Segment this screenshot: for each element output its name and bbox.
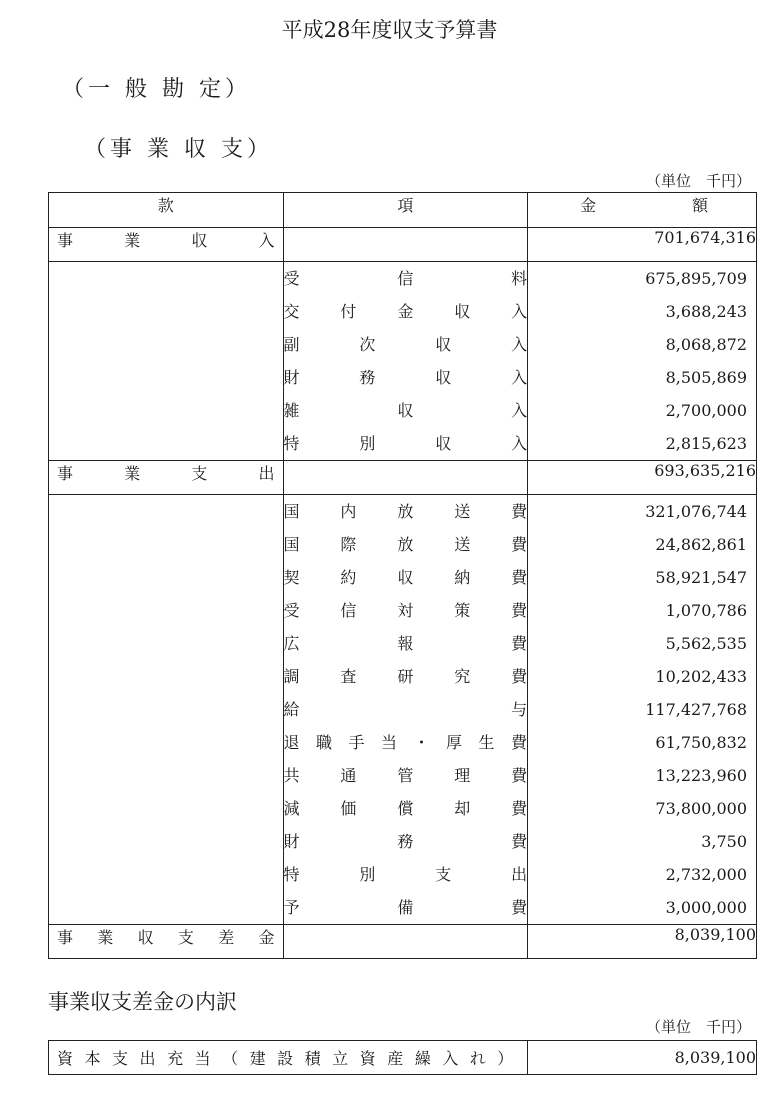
expense-item-name [284, 858, 528, 891]
label-char: 却 [454, 799, 471, 818]
expense-total-amount: 693,635,216 [528, 461, 757, 495]
balance-label [49, 925, 283, 948]
revenue-item-name [284, 295, 528, 328]
unit-label-breakdown: （単位 千円） [645, 1018, 751, 1036]
balance-amount: 8,039,100 [528, 925, 757, 959]
label-char: 通 [340, 766, 357, 785]
label-char: 契 [283, 568, 300, 587]
breakdown-amount: 8,039,100 [528, 1041, 757, 1075]
breakdown-table [48, 1040, 757, 1075]
revenue-label [49, 228, 283, 251]
label-char: ） [497, 1049, 514, 1068]
expense-item-amount: 2,732,000 [665, 865, 747, 884]
revenue-item-amount: 8,068,872 [665, 335, 747, 354]
expense-item-name [284, 792, 528, 825]
expense-item-name [284, 891, 528, 924]
expense-item-name [284, 495, 528, 528]
label-char: 収 [137, 928, 154, 947]
breakdown-label [49, 1046, 527, 1069]
label-char: 信 [397, 269, 414, 288]
expense-items-row [49, 495, 757, 925]
label-char: 理 [454, 766, 471, 785]
breakdown-title: 事業収支差金の内訳 [48, 990, 237, 1014]
expense-item-amount: 5,562,535 [665, 634, 747, 653]
label-char: 価 [340, 799, 357, 818]
label-char: 費 [511, 502, 528, 521]
label-char: 当 [381, 733, 398, 752]
label-char: （ [222, 1049, 239, 1068]
label-char: 財 [283, 368, 300, 387]
label-char: 業 [124, 464, 141, 483]
label-char: 別 [359, 434, 376, 453]
label-char: 究 [454, 667, 471, 686]
revenue-items-row [49, 262, 757, 461]
label-char: れ [469, 1049, 486, 1068]
header-amount [528, 193, 757, 228]
expense-item-name [284, 627, 528, 660]
section-general-account: （一 般 勘 定） [62, 77, 251, 102]
label-char: 減 [283, 799, 300, 818]
label-char: 費 [511, 733, 528, 752]
label-char: 入 [511, 335, 528, 354]
label-char: 業 [124, 231, 141, 250]
label-char: 繰 [414, 1049, 431, 1068]
label-char: 給 [283, 700, 300, 719]
label-char: 収 [191, 231, 208, 250]
label-char: 収 [397, 401, 414, 420]
label-char: 生 [478, 733, 495, 752]
label-char: 入 [511, 401, 528, 420]
label-char: 費 [511, 667, 528, 686]
label-char: 備 [397, 898, 414, 917]
label-char: 出 [511, 865, 528, 884]
label-char: 送 [454, 535, 471, 554]
label-char: 共 [283, 766, 300, 785]
expense-item-name [284, 528, 528, 561]
expense-item-amount: 24,862,861 [655, 535, 747, 554]
label-char: 受 [283, 601, 300, 620]
label-char: 支 [112, 1049, 129, 1068]
label-char: 費 [511, 832, 528, 851]
label-char: 交 [283, 302, 300, 321]
unit-label: （単位 千円） [645, 172, 751, 190]
label-char: 費 [511, 799, 528, 818]
expense-item-amount: 3,750 [701, 832, 747, 851]
label-char: 収 [454, 302, 471, 321]
budget-table [48, 192, 757, 959]
label-char: 産 [387, 1049, 404, 1068]
header-item: 項 [283, 193, 528, 228]
label-char: 費 [511, 634, 528, 653]
label-char: 際 [340, 535, 357, 554]
label-char: 広 [283, 634, 300, 653]
label-char: 支 [435, 865, 452, 884]
label-char: 放 [397, 502, 414, 521]
label-char: 特 [283, 865, 300, 884]
revenue-item-name [284, 394, 528, 427]
revenue-item-amount: 8,505,869 [665, 368, 747, 387]
header-category: 款 [49, 193, 284, 228]
label-char: 放 [397, 535, 414, 554]
expense-item-name [284, 594, 528, 627]
expense-total-row [49, 461, 757, 495]
revenue-total-row [49, 228, 757, 262]
label-char: 報 [397, 634, 414, 653]
section-business-balance: （事 業 収 支） [84, 137, 273, 162]
revenue-item-name [284, 361, 528, 394]
label-char: 支 [191, 464, 208, 483]
revenue-item-amount: 2,700,000 [665, 401, 747, 420]
label-char: 別 [359, 865, 376, 884]
label-char: 資 [57, 1049, 74, 1068]
label-char: 厚 [446, 733, 463, 752]
label-char: 対 [397, 601, 414, 620]
label-char: 特 [283, 434, 300, 453]
label-char: 入 [511, 368, 528, 387]
expense-item-amount: 117,427,768 [645, 700, 747, 719]
label-char: 事 [57, 231, 74, 250]
label-char: 信 [340, 601, 357, 620]
expense-item-amount: 1,070,786 [665, 601, 747, 620]
label-char: 差 [218, 928, 235, 947]
label-char: 入 [511, 434, 528, 453]
label-char: 副 [283, 335, 300, 354]
label-char: 次 [359, 335, 376, 354]
expense-item-amount: 61,750,832 [655, 733, 747, 752]
label-char: 調 [283, 667, 300, 686]
label-char: 事 [57, 928, 74, 947]
label-char: 収 [397, 568, 414, 587]
revenue-item-amount: 2,815,623 [665, 434, 747, 453]
label-char: 本 [84, 1049, 101, 1068]
expense-amount-list [528, 495, 757, 925]
expense-item-list [283, 495, 528, 925]
label-char: 雑 [283, 401, 300, 420]
label-char: 納 [454, 568, 471, 587]
label-char: 業 [97, 928, 114, 947]
label-char: 予 [283, 898, 300, 917]
expense-item-amount: 10,202,433 [655, 667, 747, 686]
label-char: 内 [340, 502, 357, 521]
balance-row [49, 925, 757, 959]
label-char: 費 [511, 568, 528, 587]
label-char: 付 [340, 302, 357, 321]
label-char: 財 [283, 832, 300, 851]
revenue-item-name [284, 262, 528, 295]
label-char: 金 [258, 928, 275, 947]
label-char: 入 [511, 302, 528, 321]
label-char: 立 [332, 1049, 349, 1068]
revenue-item-name [284, 427, 528, 460]
label-char: 充 [167, 1049, 184, 1068]
label-char: 費 [511, 766, 528, 785]
revenue-item-amount: 3,688,243 [665, 302, 747, 321]
label-char: 国 [283, 535, 300, 554]
label-char: 費 [511, 535, 528, 554]
label-char: 設 [277, 1049, 294, 1068]
header-amount-char-1: 金 [580, 196, 597, 215]
label-char: 支 [177, 928, 194, 947]
label-char: 管 [397, 766, 414, 785]
label-char: 国 [283, 502, 300, 521]
revenue-amount-list [528, 262, 757, 461]
expense-item-name [284, 825, 528, 858]
revenue-item-name [284, 328, 528, 361]
label-char: 出 [139, 1049, 156, 1068]
expense-item-amount: 13,223,960 [655, 766, 747, 785]
label-char: 退 [283, 733, 300, 752]
label-char: 費 [511, 898, 528, 917]
revenue-total-amount: 701,674,316 [528, 228, 757, 262]
label-char: 与 [511, 700, 528, 719]
label-char: 送 [454, 502, 471, 521]
label-char: 職 [316, 733, 333, 752]
label-char: 入 [442, 1049, 459, 1068]
expense-item-name [284, 660, 528, 693]
breakdown-row [49, 1041, 757, 1075]
expense-item-name [284, 726, 528, 759]
header-amount-char-2: 額 [691, 196, 708, 215]
label-char: 収 [435, 368, 452, 387]
expense-item-name [284, 693, 528, 726]
expense-item-amount: 3,000,000 [665, 898, 747, 917]
label-char: 研 [397, 667, 414, 686]
label-char: 当 [194, 1049, 211, 1068]
label-char: 金 [397, 302, 414, 321]
revenue-item-list [283, 262, 528, 461]
label-char: 収 [435, 434, 452, 453]
label-char: 収 [435, 335, 452, 354]
label-char: 資 [359, 1049, 376, 1068]
label-char: 手 [348, 733, 365, 752]
label-char: 積 [304, 1049, 321, 1068]
expense-label [49, 461, 283, 484]
label-char: 料 [511, 269, 528, 288]
expense-item-name [284, 759, 528, 792]
expense-item-amount: 58,921,547 [655, 568, 747, 587]
label-char: 事 [57, 464, 74, 483]
label-char: 約 [340, 568, 357, 587]
expense-item-amount: 73,800,000 [655, 799, 747, 818]
expense-item-name [284, 561, 528, 594]
label-char: 務 [397, 832, 414, 851]
label-char: 出 [258, 464, 275, 483]
label-char: 費 [511, 601, 528, 620]
expense-item-amount: 321,076,744 [645, 502, 747, 521]
table-header-row [49, 193, 757, 228]
label-char: 受 [283, 269, 300, 288]
revenue-item-amount: 675,895,709 [645, 269, 747, 288]
label-char: 建 [249, 1049, 266, 1068]
label-char: 策 [454, 601, 471, 620]
label-char: 査 [340, 667, 357, 686]
document-title: 平成28年度収支予算書 [281, 18, 498, 42]
label-char: 入 [258, 231, 275, 250]
label-char: ・ [413, 733, 430, 752]
label-char: 償 [397, 799, 414, 818]
label-char: 務 [359, 368, 376, 387]
